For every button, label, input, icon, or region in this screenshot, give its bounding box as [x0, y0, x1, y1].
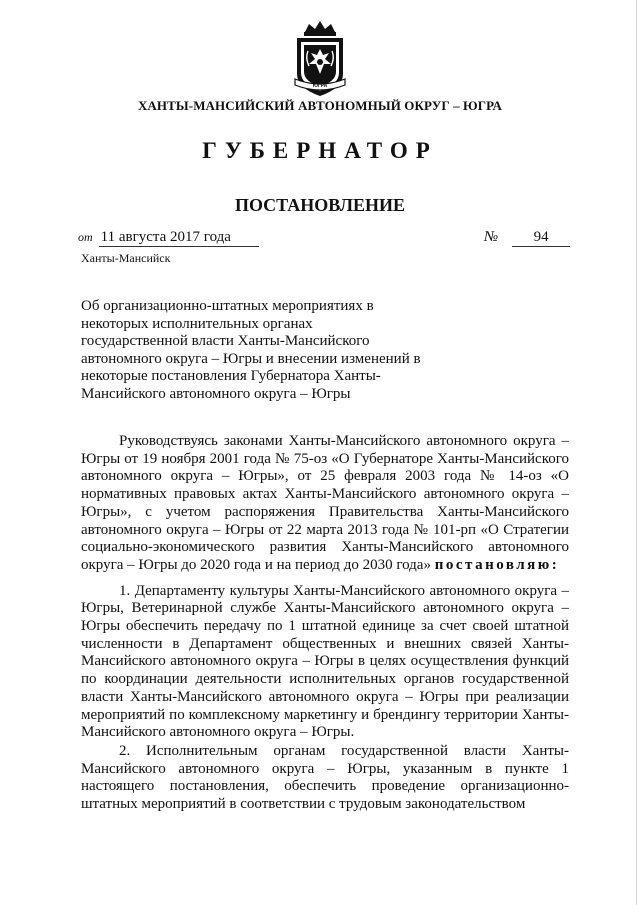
coat-of-arms-emblem-icon: [285, 18, 355, 100]
decree-body: [81, 433, 569, 822]
decree-date-line: [78, 229, 259, 247]
decree-number-line: [484, 229, 570, 247]
decree-date: 11 августа 2017 года: [99, 229, 259, 247]
decree-type: ПОСТАНОВЛЕНИЕ: [234, 195, 406, 215]
governor-title: ГУБЕРНАТОР: [202, 138, 438, 163]
number-prefix: №: [484, 229, 499, 245]
emblem-ribbon-text: ЮГРА: [312, 83, 328, 89]
decree-number: 94: [512, 229, 570, 247]
item-2-paragraph: 2. Исполнительным органам государственной власти Ханты-Мансийского автономного округа – Югры, указанным в пункте 1 настоящего постановления, обеспечить проведение организационно-штатных мероприятий в соответствии с трудовым законодательством: [81, 742, 569, 813]
region-name: ХАНТЫ-МАНСИЙСКИЙ АВТОНОМНЫЙ ОКРУГ – ЮГРА: [137, 98, 503, 113]
preamble-paragraph: [81, 433, 569, 575]
preamble-text: Руководствуясь законами Ханты-Мансийского автономного округа – Югры от 19 ноября 2001 года № 75-оз «О Губернаторе Ханты-Мансийского автономного округа – Югры», от 25 февраля 2003 года № 14-оз «О нормативных правовых актах Ханты-Мансийского автономного округа – Югры», с учетом распоряжения Правительства Ханты-Мансийского автономного округа – Югры от 22 марта 2013 года № 101-рп «О Стратегии социально-экономического развития Ханты-Мансийского автономного округа – Югры до 2020 года и на период до 2030 года»: [81, 433, 569, 573]
city-name: Ханты-Мансийск: [81, 251, 171, 265]
date-prefix: от: [78, 230, 93, 244]
page-edge: [636, 0, 637, 905]
resolve-word: постановляю:: [434, 556, 560, 573]
decree-subject: Об организационно-штатных мероприятиях в некоторых исполнительных органах государственной власти Ханты-Мансийского автономного округа – Югры и внесении изменений в некоторые постановления Губернатора Ханты-Мансийского автономного округа – Югры: [81, 298, 421, 402]
item-1-paragraph: 1. Департаменту культуры Ханты-Мансийского автономного округа – Югры, Ветеринарной службе Ханты-Мансийского автономного округа – Югры обеспечить передачу по 1 штатной единице за счет своей штатной численности в Департамент общественных и внешних связей Ханты-Мансийского автономного округа – Югры в целях осуществления функций по координации деятельности исполнительных органов государственной власти Ханты-Мансийского автономного округа – Югры при реализации мероприятий по комплексному маркетингу и брендингу территории Ханты-Мансийского автономного округа – Югры.: [81, 582, 569, 741]
